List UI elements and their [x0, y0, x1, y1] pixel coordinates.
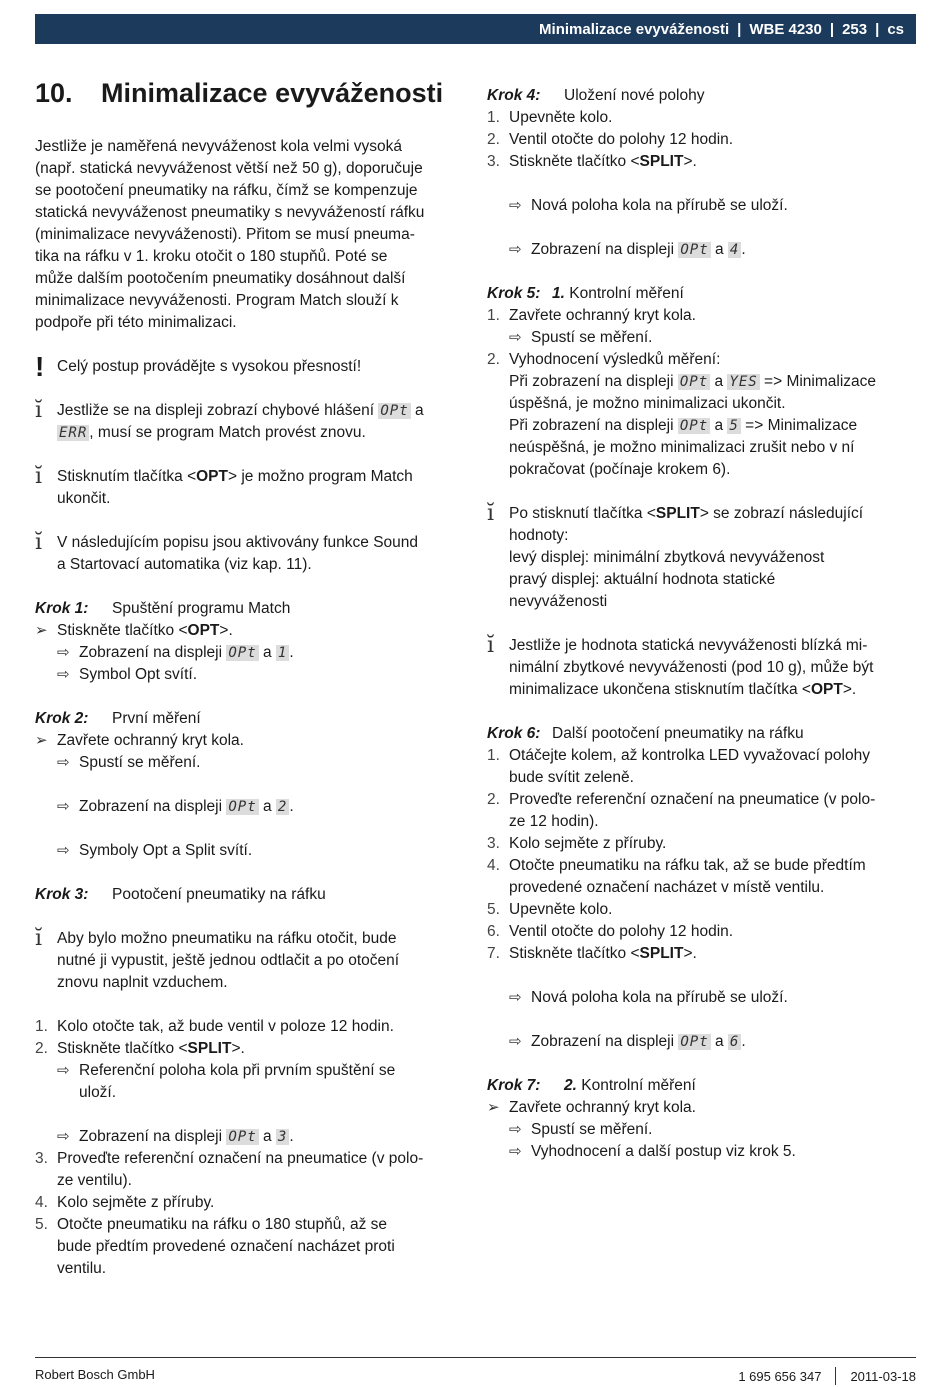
info-note: ĭ V následujícím popisu jsou aktivovány funkce Sound a Startovací automatika (viz kap. 11). — [35, 530, 419, 573]
result-arrow-icon: ⇨ — [57, 644, 70, 661]
footer-date: 2011-03-18 — [850, 1368, 916, 1384]
left-column — [35, 76, 465, 1280]
info-note: ĭ Jestliže je hodnota statická nevyváženosti blízká mi- nimální zbytkové nevyváženosti (pod 10 g), může být minimalizace ukončena stisknutím tlačítka <OPT>. — [487, 633, 874, 698]
info-note: ĭ Stisknutím tlačítka <OPT> je možno program Match ukončit. — [35, 464, 413, 507]
info-icon: ĭ — [35, 530, 43, 555]
step-7: Krok 7: 2. Kontrolní měření ➢ Zavřete ochranný kryt kola. ⇨ Spustí se měření. ⇨ Vyhodnocení a další postup viz krok 5. — [487, 1075, 917, 1163]
info-icon: ĭ — [35, 464, 43, 489]
result-arrow-icon: ⇨ — [509, 1121, 522, 1138]
footer-rule — [35, 1357, 916, 1358]
step-5: Krok 5: 1. Kontrolní měření 1. Zavřete ochranný kryt kola. ⇨ Spustí se měření. 2. Vyhodnocení výsledků měření: Při zobrazení na displeji OPt a YES => Minimalizace úspěšná, je možno minimalizaci ukončit. Při zobrazení na displeji OPt a 5 => Minimalizace neúspěšná, je možno minimalizaci zrušit nebo v ní pokračovat (počínaje krokem 6). — [487, 285, 877, 478]
result-arrow-icon: ⇨ — [57, 1062, 70, 1079]
warning-icon: ! — [35, 351, 45, 382]
result-arrow-icon: ⇨ — [57, 754, 70, 771]
footer-info — [738, 1367, 916, 1385]
result-arrow-icon: ⇨ — [57, 1128, 70, 1145]
step-2: Krok 2: První měření ➢ Zavřete ochranný kryt kola. ⇨ Spustí se měření. ⇨ Zobrazení na displeji OPt a 2 . ⇨ Symboly Opt a Split svítí. — [35, 708, 465, 862]
page-header: Minimalizace evyváženosti | WBE 4230 | 253 | cs — [35, 14, 916, 44]
info-icon: ĭ — [487, 633, 495, 658]
info-note: ĭ Jestliže se na displeji zobrazí chybové hlášení OPt a ERR , musí se program Match provést znovu. — [35, 398, 424, 441]
header-page: 253 — [842, 20, 868, 38]
step-3: Krok 3: Pootočení pneumatiky na ráfku ĭ Aby bylo možno pneumatiku na ráfku otočit, bude nutné ji vypustit, ještě jednou odtlačit a po otočení znovu naplnit vzduchem. 1. Kolo otočte tak, až bude ventil v poloze 12 hodin. 2. Stiskněte tlačítko <SPLIT>. ⇨ Referenční poloha kola při prvním spuštění se uloží. ⇨ Zobrazení na displeji OPt a 3 . 3. Proveďte referenční označení na pneumatice (v polo- ze ventilu). 4. Kolo sejměte z příruby. 5. Otočte pneumatiku na ráfku o 180 stupňů, až se bude předtím provedené označení nacházet proti ventilu. — [35, 886, 424, 1277]
info-icon: ĭ — [35, 398, 43, 423]
result-arrow-icon: ⇨ — [57, 798, 70, 815]
result-arrow-icon: ⇨ — [509, 1143, 522, 1160]
header-lang: cs — [887, 20, 904, 38]
result-arrow-icon: ⇨ — [509, 989, 522, 1006]
footer-doc-number: 1 695 656 347 — [738, 1368, 822, 1384]
header-model: WBE 4230 — [749, 20, 822, 38]
intro-paragraph: Jestliže je naměřená nevyváženost kola velmi vysoká (např. statická nevyváženost větší než 50 g), doporučuje se pootočení pneumatiky na ráfku, čímž se kompenzuje statická nevyváženost pneumatiky s nevyvážeností ráfku (minimalizace nevyváženosti). Přitom se musí pneuma- tika na ráfku v 1. kroku otočit o 180 stupňů. Poté se může dalším pootočením pneumatiky dosáhnout další minimalizace nevyváženosti. Program Match slouží k podpoře při této minimalizaci. — [35, 138, 425, 331]
info-note: ĭ Po stisknutí tlačítka <SPLIT> se zobrazí následující hodnoty: levý displej: minimální zbytková nevyváženost pravý displej: aktuální hodnota statické nevyváženosti — [487, 501, 864, 610]
section-heading: 10. Minimalizace evyváženosti — [35, 78, 444, 108]
result-arrow-icon: ⇨ — [509, 197, 522, 214]
header-title: Minimalizace evyváženosti — [539, 20, 730, 38]
step-6: Krok 6: Další pootočení pneumatiky na ráfku 1. Otáčejte kolem, až kontrolka LED vyvažovací polohy bude svítit zeleně. 2. Proveďte referenční označení na pneumatice (v polo- ze 12 hodin). 3. Kolo sejměte z příruby. 4. Otočte pneumatiku na ráfku tak, až se bude předtím provedené označení nacházet v místě ventilu. 5. Upevněte kolo. 6. Ventil otočte do polohy 12 hodin. 7. Stiskněte tlačítko <SPLIT>. ⇨ Nová poloha kola na přírubě se uloží. ⇨ Zobrazení na displeji OPt a 6 . — [487, 723, 917, 1053]
warning-note: ! Celý postup provádějte s vysokou přesností! — [35, 351, 362, 382]
arrow-icon: ➢ — [487, 1099, 500, 1116]
info-icon: ĭ — [35, 926, 43, 951]
arrow-icon: ➢ — [35, 732, 48, 749]
result-arrow-icon: ⇨ — [509, 329, 522, 346]
arrow-icon: ➢ — [35, 622, 48, 639]
info-icon: ĭ — [487, 501, 495, 526]
result-arrow-icon: ⇨ — [57, 842, 70, 859]
step-1: Krok 1: Spuštění programu Match ➢ Stiskněte tlačítko <OPT>. ⇨ Zobrazení na displeji OPt a 1 . ⇨ Symbol Opt svítí. — [35, 598, 465, 686]
right-column — [487, 85, 917, 1163]
result-arrow-icon: ⇨ — [509, 1033, 522, 1050]
footer-company: Robert Bosch GmbH — [35, 1367, 155, 1382]
result-arrow-icon: ⇨ — [57, 666, 70, 683]
step-4: Krok 4: Uložení nové polohy 1. Upevněte kolo. 2. Ventil otočte do polohy 12 hodin. 3. Stiskněte tlačítko <SPLIT>. ⇨ Nová poloha kola na přírubě se uloží. ⇨ Zobrazení na displeji OPt a 4 . — [487, 85, 917, 261]
result-arrow-icon: ⇨ — [509, 241, 522, 258]
